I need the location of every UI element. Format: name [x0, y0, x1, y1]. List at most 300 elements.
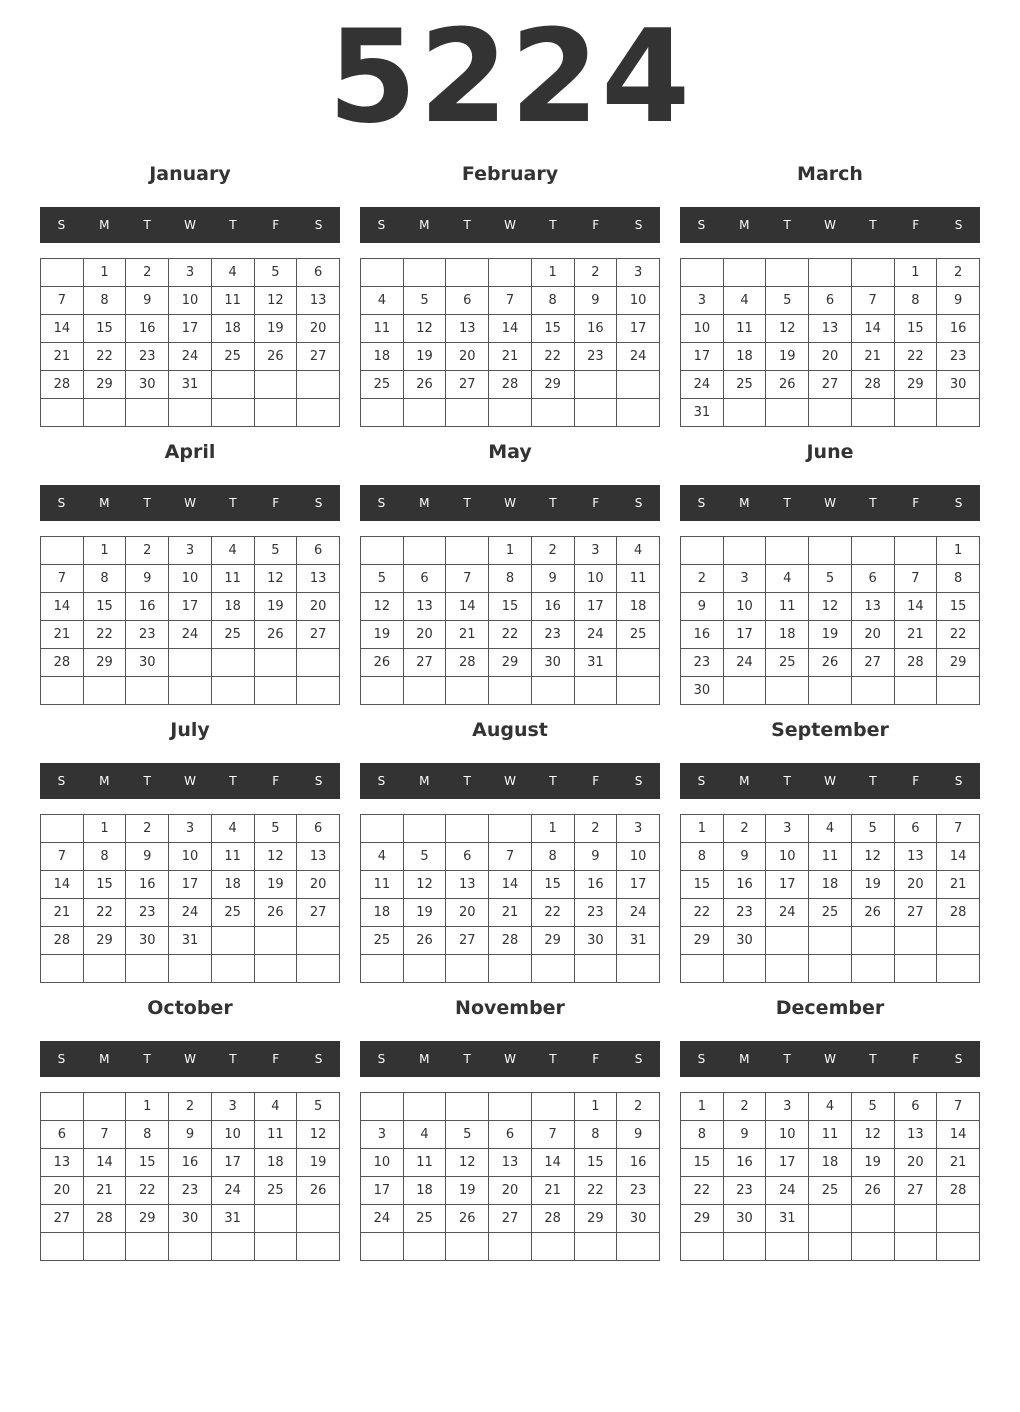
day-cell: 24: [681, 371, 724, 399]
day-cell: 1: [681, 1093, 724, 1121]
day-cell: 17: [574, 593, 617, 621]
day-cell: 17: [766, 1149, 809, 1177]
week-row: [361, 871, 660, 899]
week-row: [361, 1149, 660, 1177]
day-cell: [83, 399, 126, 427]
day-cell: 26: [446, 1205, 489, 1233]
day-cell: 12: [403, 871, 446, 899]
day-cell: 25: [809, 1177, 852, 1205]
week-row: [681, 1149, 980, 1177]
day-cell: [446, 815, 489, 843]
month-name: February: [461, 163, 559, 185]
day-cell: 19: [403, 343, 446, 371]
day-cell: 28: [937, 899, 980, 927]
day-cell: 8: [681, 843, 724, 871]
day-cell: 27: [297, 621, 340, 649]
day-cell: [361, 815, 404, 843]
day-cell: [126, 399, 169, 427]
day-cell: 10: [169, 287, 212, 315]
day-cell: 12: [297, 1121, 340, 1149]
weekday-label: T: [229, 496, 237, 510]
weekday-label: S: [314, 774, 323, 788]
day-cell: 29: [531, 927, 574, 955]
day-cell: 5: [403, 287, 446, 315]
day-cell: 12: [254, 565, 297, 593]
day-cell: 27: [297, 343, 340, 371]
day-cell: 15: [531, 315, 574, 343]
day-cell: 23: [574, 343, 617, 371]
day-cell: 4: [809, 1093, 852, 1121]
weekday-label: S: [697, 1052, 706, 1066]
day-cell: [531, 677, 574, 705]
day-cell: [41, 1093, 84, 1121]
day-cell: 12: [254, 843, 297, 871]
day-cell: [126, 955, 169, 983]
day-cell: 2: [617, 1093, 660, 1121]
weekday-label: S: [57, 774, 66, 788]
day-cell: 1: [574, 1093, 617, 1121]
weekday-label: F: [272, 774, 280, 788]
day-cell: 21: [489, 343, 532, 371]
weekday-label: F: [592, 218, 600, 232]
weekday-label: S: [634, 496, 643, 510]
week-row: [361, 1177, 660, 1205]
weekday-label: M: [739, 1052, 750, 1066]
day-cell: 14: [489, 315, 532, 343]
day-cell: [41, 399, 84, 427]
day-cell: 31: [169, 371, 212, 399]
day-cell: [446, 537, 489, 565]
day-cell: 17: [361, 1177, 404, 1205]
day-cell: 14: [937, 1121, 980, 1149]
day-cell: 10: [766, 843, 809, 871]
weekday-label: F: [592, 496, 600, 510]
day-cell: 21: [851, 343, 894, 371]
day-cell: 20: [297, 315, 340, 343]
day-cell: 1: [126, 1093, 169, 1121]
day-cell: 2: [169, 1093, 212, 1121]
day-cell: 16: [723, 1149, 766, 1177]
weekday-label: W: [184, 774, 196, 788]
weekday-header: [360, 763, 660, 799]
day-cell: 24: [211, 1177, 254, 1205]
weekday-header: [680, 763, 980, 799]
day-cell: 29: [894, 371, 937, 399]
week-row: [361, 343, 660, 371]
day-cell: 31: [211, 1205, 254, 1233]
day-cell: 12: [446, 1149, 489, 1177]
week-row: [361, 593, 660, 621]
week-row: [41, 315, 340, 343]
day-cell: [937, 927, 980, 955]
week-row: [681, 565, 980, 593]
day-cell: 13: [809, 315, 852, 343]
day-cell: 10: [169, 565, 212, 593]
week-row: [41, 1093, 340, 1121]
day-cell: 4: [361, 287, 404, 315]
week-row: [681, 1093, 980, 1121]
day-cell: 7: [83, 1121, 126, 1149]
day-cell: 13: [446, 871, 489, 899]
month-name: July: [170, 719, 210, 741]
week-row: [681, 955, 980, 983]
day-cell: 18: [211, 593, 254, 621]
day-cell: 22: [574, 1177, 617, 1205]
weekday-header: [360, 485, 660, 521]
day-cell: 19: [809, 621, 852, 649]
day-cell: 28: [937, 1177, 980, 1205]
day-cell: 21: [41, 343, 84, 371]
day-cell: 24: [766, 1177, 809, 1205]
day-cell: [681, 955, 724, 983]
week-row: [681, 259, 980, 287]
day-cell: 16: [126, 315, 169, 343]
day-cell: 11: [211, 843, 254, 871]
day-cell: 18: [723, 343, 766, 371]
weekday-label: M: [419, 774, 430, 788]
day-cell: 24: [574, 621, 617, 649]
day-cell: 14: [531, 1149, 574, 1177]
month-name: January: [149, 163, 231, 185]
day-cell: [809, 259, 852, 287]
day-cell: 3: [766, 815, 809, 843]
week-row: [361, 649, 660, 677]
weekday-header: [40, 763, 340, 799]
day-cell: [211, 399, 254, 427]
weekday-label: T: [783, 496, 791, 510]
day-cell: 1: [531, 815, 574, 843]
day-cell: 10: [681, 315, 724, 343]
week-row: [41, 677, 340, 705]
day-cell: [937, 1205, 980, 1233]
week-row: [361, 1205, 660, 1233]
day-cell: 8: [83, 287, 126, 315]
day-cell: 12: [254, 287, 297, 315]
day-cell: 25: [809, 899, 852, 927]
day-cell: 26: [254, 343, 297, 371]
day-cell: 18: [361, 899, 404, 927]
day-cell: 1: [83, 259, 126, 287]
week-row: [361, 287, 660, 315]
day-cell: 3: [169, 537, 212, 565]
week-row: [681, 1205, 980, 1233]
day-cell: [723, 677, 766, 705]
day-cell: [361, 399, 404, 427]
day-cell: 24: [169, 343, 212, 371]
day-cell: 18: [211, 315, 254, 343]
day-cell: 18: [361, 343, 404, 371]
month-name: December: [775, 997, 885, 1019]
day-cell: 9: [574, 287, 617, 315]
week-row: [41, 565, 340, 593]
weekday-header: [680, 207, 980, 243]
day-cell: [894, 399, 937, 427]
day-cell: [681, 1233, 724, 1261]
day-cell: 14: [41, 871, 84, 899]
day-cell: [361, 537, 404, 565]
day-cell: 15: [83, 315, 126, 343]
weekday-label: S: [57, 218, 66, 232]
day-cell: [617, 399, 660, 427]
day-cell: 5: [403, 843, 446, 871]
day-cell: 7: [446, 565, 489, 593]
day-cell: 25: [766, 649, 809, 677]
day-cell: 3: [361, 1121, 404, 1149]
day-cell: 4: [211, 815, 254, 843]
day-cell: 22: [83, 899, 126, 927]
weekday-label: W: [184, 218, 196, 232]
day-cell: 25: [254, 1177, 297, 1205]
day-grid: [40, 258, 340, 427]
day-cell: [851, 1233, 894, 1261]
day-cell: [169, 955, 212, 983]
day-cell: [766, 259, 809, 287]
day-cell: 7: [489, 843, 532, 871]
day-cell: 10: [574, 565, 617, 593]
day-cell: [41, 815, 84, 843]
day-cell: 26: [403, 927, 446, 955]
week-row: [41, 621, 340, 649]
day-cell: 14: [446, 593, 489, 621]
day-cell: [809, 927, 852, 955]
weekday-label: W: [824, 774, 836, 788]
day-cell: 10: [211, 1121, 254, 1149]
day-cell: [681, 537, 724, 565]
day-cell: 23: [617, 1177, 660, 1205]
day-cell: 12: [361, 593, 404, 621]
day-cell: 2: [126, 815, 169, 843]
day-cell: [766, 1233, 809, 1261]
day-cell: [403, 1233, 446, 1261]
day-cell: 6: [403, 565, 446, 593]
day-cell: [894, 1233, 937, 1261]
day-cell: 21: [894, 621, 937, 649]
day-cell: 8: [531, 843, 574, 871]
month-name: March: [797, 163, 863, 185]
weekday-label: S: [377, 218, 386, 232]
day-cell: 15: [489, 593, 532, 621]
day-cell: [446, 1093, 489, 1121]
day-cell: 27: [894, 899, 937, 927]
week-row: [681, 677, 980, 705]
day-cell: [489, 955, 532, 983]
day-cell: [681, 259, 724, 287]
day-cell: [211, 677, 254, 705]
day-grid: [680, 536, 980, 705]
day-cell: 28: [41, 927, 84, 955]
day-cell: 7: [937, 815, 980, 843]
weekday-label: W: [504, 774, 516, 788]
day-cell: 8: [83, 565, 126, 593]
day-cell: 22: [531, 343, 574, 371]
weekday-label: F: [272, 1052, 280, 1066]
day-cell: [254, 927, 297, 955]
day-cell: 20: [489, 1177, 532, 1205]
weekday-label: T: [143, 774, 151, 788]
day-cell: [446, 955, 489, 983]
day-cell: [851, 537, 894, 565]
day-cell: 4: [809, 815, 852, 843]
day-cell: 21: [83, 1177, 126, 1205]
day-cell: 5: [766, 287, 809, 315]
day-cell: 27: [41, 1205, 84, 1233]
day-cell: 1: [937, 537, 980, 565]
day-cell: 13: [446, 315, 489, 343]
day-cell: 4: [403, 1121, 446, 1149]
week-row: [361, 621, 660, 649]
day-cell: 24: [169, 621, 212, 649]
day-cell: 21: [489, 899, 532, 927]
weekday-label: S: [697, 496, 706, 510]
day-cell: [297, 1233, 340, 1261]
day-cell: [446, 259, 489, 287]
day-cell: [531, 399, 574, 427]
day-cell: [297, 677, 340, 705]
day-cell: [361, 955, 404, 983]
weekday-label: M: [739, 218, 750, 232]
day-cell: 13: [297, 565, 340, 593]
day-cell: 13: [297, 287, 340, 315]
day-cell: 16: [574, 315, 617, 343]
day-cell: 11: [809, 843, 852, 871]
weekday-label: W: [824, 218, 836, 232]
day-cell: 12: [851, 1121, 894, 1149]
day-cell: 10: [617, 843, 660, 871]
weekday-label: W: [824, 1052, 836, 1066]
day-cell: 14: [937, 843, 980, 871]
day-cell: 23: [937, 343, 980, 371]
day-cell: [809, 1205, 852, 1233]
day-cell: 30: [531, 649, 574, 677]
year-title: 5224: [327, 3, 693, 152]
day-cell: [297, 955, 340, 983]
day-cell: 25: [361, 371, 404, 399]
day-cell: 3: [681, 287, 724, 315]
day-cell: 11: [766, 593, 809, 621]
weekday-label: T: [463, 1052, 471, 1066]
day-cell: 18: [766, 621, 809, 649]
week-row: [41, 649, 340, 677]
day-cell: [41, 259, 84, 287]
day-cell: [851, 677, 894, 705]
day-cell: 21: [531, 1177, 574, 1205]
day-cell: 19: [851, 871, 894, 899]
week-row: [41, 287, 340, 315]
weekday-label: S: [57, 1052, 66, 1066]
day-cell: 12: [851, 843, 894, 871]
day-cell: 19: [403, 899, 446, 927]
weekday-label: W: [824, 496, 836, 510]
day-cell: 20: [809, 343, 852, 371]
day-cell: 13: [894, 1121, 937, 1149]
week-row: [41, 1121, 340, 1149]
day-cell: [126, 1233, 169, 1261]
day-cell: 2: [531, 537, 574, 565]
day-cell: 14: [894, 593, 937, 621]
day-cell: [83, 955, 126, 983]
day-cell: 11: [361, 315, 404, 343]
day-cell: [403, 677, 446, 705]
day-cell: 6: [297, 537, 340, 565]
day-cell: 16: [531, 593, 574, 621]
day-cell: 21: [937, 1149, 980, 1177]
day-cell: 13: [851, 593, 894, 621]
weekday-label: S: [697, 774, 706, 788]
weekday-label: T: [783, 774, 791, 788]
weekday-label: T: [783, 1052, 791, 1066]
day-cell: 4: [254, 1093, 297, 1121]
day-cell: 23: [723, 1177, 766, 1205]
week-row: [361, 1233, 660, 1261]
weekday-label: M: [739, 496, 750, 510]
day-cell: 26: [809, 649, 852, 677]
day-cell: 28: [531, 1205, 574, 1233]
weekday-label: F: [272, 496, 280, 510]
day-cell: 14: [83, 1149, 126, 1177]
day-cell: 29: [681, 1205, 724, 1233]
day-cell: 1: [531, 259, 574, 287]
weekday-label: S: [314, 496, 323, 510]
day-grid: [360, 814, 660, 983]
day-cell: 8: [489, 565, 532, 593]
day-cell: 7: [937, 1093, 980, 1121]
day-grid: [40, 814, 340, 983]
day-grid: [360, 258, 660, 427]
day-cell: 13: [403, 593, 446, 621]
day-cell: [169, 677, 212, 705]
day-cell: 7: [894, 565, 937, 593]
week-row: [681, 315, 980, 343]
day-cell: [809, 537, 852, 565]
day-cell: 17: [211, 1149, 254, 1177]
day-cell: 12: [403, 315, 446, 343]
day-cell: 3: [169, 815, 212, 843]
weekday-label: T: [549, 1052, 557, 1066]
day-cell: 31: [681, 399, 724, 427]
day-cell: [211, 371, 254, 399]
weekday-label: M: [739, 774, 750, 788]
day-cell: [297, 927, 340, 955]
week-row: [361, 315, 660, 343]
day-cell: [766, 677, 809, 705]
day-cell: 6: [894, 1093, 937, 1121]
week-row: [361, 565, 660, 593]
day-cell: 25: [211, 343, 254, 371]
day-cell: 15: [937, 593, 980, 621]
day-cell: 22: [681, 1177, 724, 1205]
weekday-label: T: [229, 218, 237, 232]
day-cell: 31: [574, 649, 617, 677]
month-name: September: [771, 719, 889, 741]
day-cell: 5: [254, 259, 297, 287]
weekday-label: S: [634, 774, 643, 788]
day-cell: 8: [681, 1121, 724, 1149]
day-cell: 2: [681, 565, 724, 593]
week-row: [41, 1233, 340, 1261]
day-cell: 19: [254, 871, 297, 899]
week-row: [681, 537, 980, 565]
weekday-label: T: [229, 774, 237, 788]
day-cell: 6: [894, 815, 937, 843]
day-cell: 20: [446, 343, 489, 371]
weekday-label: S: [954, 774, 963, 788]
day-cell: 21: [41, 899, 84, 927]
day-grid: [360, 536, 660, 705]
day-cell: 20: [851, 621, 894, 649]
weekday-label: T: [463, 496, 471, 510]
day-cell: [766, 537, 809, 565]
day-cell: 9: [681, 593, 724, 621]
